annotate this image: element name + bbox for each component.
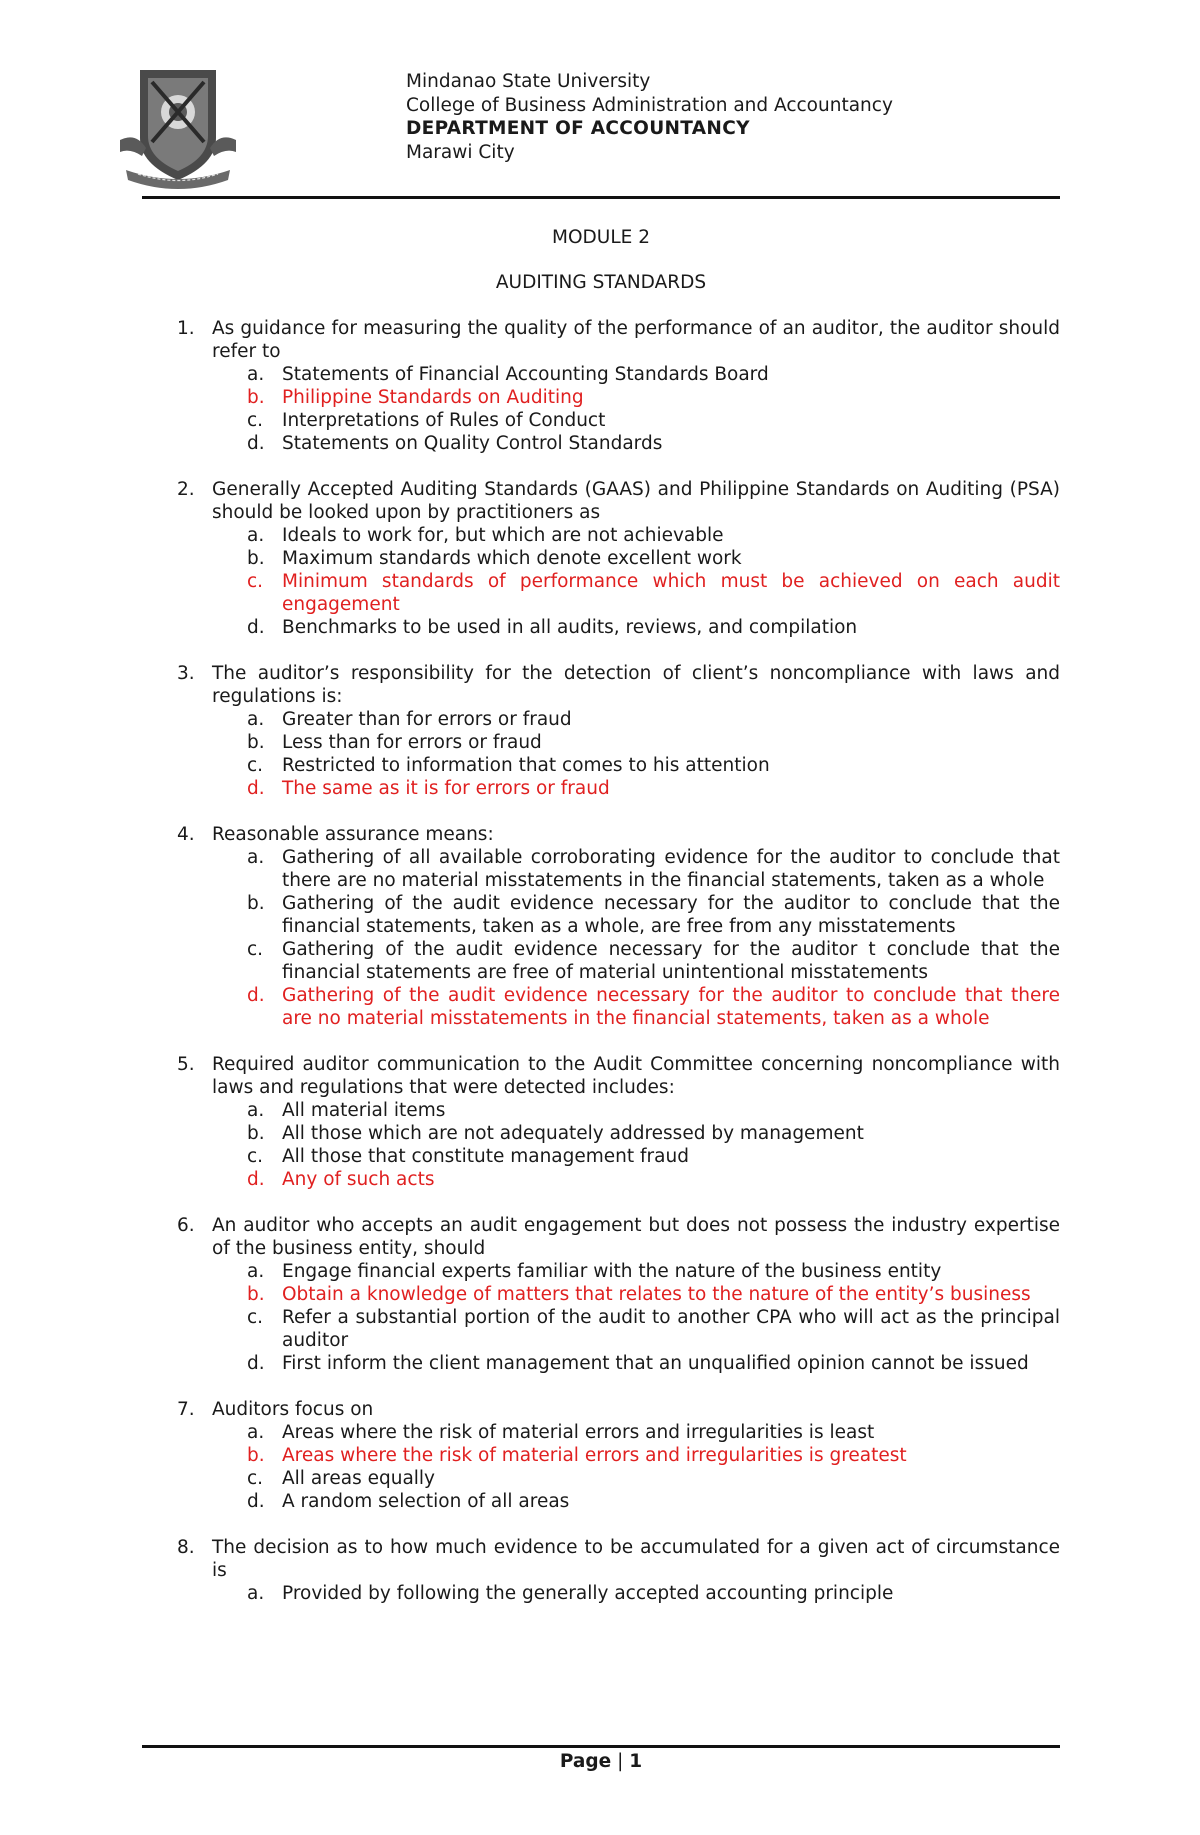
option-text: Gathering of the audit evidence necessary for the auditor t conclude that the financial statements are free of material unintentional misstatements bbox=[282, 939, 1060, 983]
option-text: Any of such acts bbox=[282, 1169, 435, 1190]
option-text: Gathering of the audit evidence necessary for the auditor to conclude that the financial statements, taken as a whole, are free from any misstatements bbox=[282, 893, 1060, 937]
question-number: 3. bbox=[177, 663, 195, 684]
option-text: The same as it is for errors or fraud bbox=[282, 778, 610, 799]
answer-option bbox=[212, 1099, 1060, 1122]
option-letter: c. bbox=[247, 571, 264, 592]
subject-title: AUDITING STANDARDS bbox=[495, 272, 707, 293]
option-text: Gathering of the audit evidence necessary for the auditor to conclude that there are no material misstatements in the financial statements, taken as a whole bbox=[282, 985, 1060, 1029]
option-letter: d. bbox=[247, 1169, 265, 1190]
answer-option bbox=[212, 1490, 1060, 1513]
option-letter: b. bbox=[247, 1284, 265, 1305]
answer-option bbox=[212, 892, 1060, 938]
option-letter: a. bbox=[247, 1422, 265, 1443]
option-letter: a. bbox=[247, 525, 265, 546]
page-label: Page bbox=[559, 1751, 612, 1772]
option-letter: d. bbox=[247, 778, 265, 799]
question-list bbox=[142, 317, 1060, 1628]
option-letter: b. bbox=[247, 732, 265, 753]
option-text: Philippine Standards on Auditing bbox=[282, 387, 584, 408]
option-letter: b. bbox=[247, 893, 265, 914]
university-name: Mindanao State University bbox=[406, 71, 651, 92]
option-letter: b. bbox=[247, 1445, 265, 1466]
department-name: DEPARTMENT OF ACCOUNTANCY bbox=[406, 118, 750, 139]
answer-option bbox=[212, 708, 1060, 731]
answer-option bbox=[212, 409, 1060, 432]
question-stem: Required auditor communication to the Audit Committee concerning noncompliance with laws and regulations that were detected includes: bbox=[212, 1054, 1060, 1098]
option-text: All those which are not adequately addressed by management bbox=[282, 1123, 864, 1144]
answer-option-correct bbox=[212, 777, 1060, 800]
answer-option bbox=[212, 524, 1060, 547]
question-item bbox=[142, 317, 1060, 455]
option-letter: d. bbox=[247, 985, 265, 1006]
page-separator: | bbox=[617, 1751, 624, 1772]
option-letter: c. bbox=[247, 755, 264, 776]
question-item bbox=[142, 1398, 1060, 1513]
question-stem: Generally Accepted Auditing Standards (GAAS) and Philippine Standards on Auditing (PSA) should be looked upon by practitioners as bbox=[212, 479, 1060, 523]
question-stem: An auditor who accepts an audit engagement but does not possess the industry expertise of the business entity, should bbox=[212, 1215, 1060, 1259]
option-letter: c. bbox=[247, 1307, 264, 1328]
question-number: 5. bbox=[177, 1054, 195, 1075]
option-text: Ideals to work for, but which are not achievable bbox=[282, 525, 724, 546]
option-letter: a. bbox=[247, 364, 265, 385]
question-item bbox=[142, 1053, 1060, 1191]
option-text: Interpretations of Rules of Conduct bbox=[282, 410, 606, 431]
option-text: Obtain a knowledge of matters that relates to the nature of the entity’s business bbox=[282, 1284, 1031, 1305]
question-number: 7. bbox=[177, 1399, 195, 1420]
answer-option bbox=[212, 754, 1060, 777]
option-text: Restricted to information that comes to his attention bbox=[282, 755, 770, 776]
option-letter: c. bbox=[247, 1146, 264, 1167]
question-item bbox=[142, 1536, 1060, 1605]
question-item bbox=[142, 478, 1060, 639]
question-item bbox=[142, 823, 1060, 1030]
answer-option-correct bbox=[212, 386, 1060, 409]
answer-option bbox=[212, 1467, 1060, 1490]
answer-option bbox=[212, 1352, 1060, 1375]
answer-option bbox=[212, 1260, 1060, 1283]
option-text: All those that constitute management fraud bbox=[282, 1146, 689, 1167]
institution-block bbox=[406, 70, 893, 164]
page-number: 1 bbox=[629, 1751, 643, 1772]
option-text: Engage financial experts familiar with the nature of the business entity bbox=[282, 1261, 942, 1282]
question-number: 2. bbox=[177, 479, 195, 500]
option-letter: b. bbox=[247, 548, 265, 569]
option-text: Minimum standards of performance which must be achieved on each audit engagement bbox=[282, 571, 1060, 615]
option-text: Statements of Financial Accounting Standards Board bbox=[282, 364, 769, 385]
option-text: Provided by following the generally accepted accounting principle bbox=[282, 1583, 894, 1604]
city-name: Marawi City bbox=[406, 141, 515, 163]
question-stem: As guidance for measuring the quality of the performance of an auditor, the auditor should refer to bbox=[212, 318, 1060, 362]
answer-option bbox=[212, 1306, 1060, 1352]
answer-option bbox=[212, 731, 1060, 754]
option-text: Less than for errors or fraud bbox=[282, 732, 542, 753]
option-text: Gathering of all available corroborating evidence for the auditor to conclude that there are no material misstatements in the financial statements, taken as a whole bbox=[282, 847, 1060, 891]
option-text: Benchmarks to be used in all audits, reviews, and compilation bbox=[282, 617, 858, 638]
question-stem: The decision as to how much evidence to be accumulated for a given act of circumstance is bbox=[212, 1537, 1060, 1581]
option-text: A random selection of all areas bbox=[282, 1491, 570, 1512]
answer-option bbox=[212, 1145, 1060, 1168]
option-letter: c. bbox=[247, 939, 264, 960]
option-text: Statements on Quality Control Standards bbox=[282, 433, 663, 454]
option-text: Refer a substantial portion of the audit to another CPA who will act as the principal auditor bbox=[282, 1307, 1060, 1351]
option-letter: d. bbox=[247, 617, 265, 638]
option-letter: a. bbox=[247, 1261, 265, 1282]
answer-option bbox=[212, 547, 1060, 570]
option-text: Maximum standards which denote excellent work bbox=[282, 548, 742, 569]
page-footer bbox=[142, 1748, 1060, 1776]
option-text: Greater than for errors or fraud bbox=[282, 709, 572, 730]
option-letter: b. bbox=[247, 1123, 265, 1144]
option-letter: d. bbox=[247, 433, 265, 454]
option-letter: a. bbox=[247, 1100, 265, 1121]
answer-option bbox=[212, 938, 1060, 984]
option-letter: c. bbox=[247, 1468, 264, 1489]
answer-option bbox=[212, 363, 1060, 386]
option-letter: b. bbox=[247, 387, 265, 408]
answer-option-correct bbox=[212, 570, 1060, 616]
answer-option bbox=[212, 432, 1060, 455]
msu-seal-icon bbox=[118, 60, 238, 190]
option-letter: a. bbox=[247, 709, 265, 730]
question-stem: Auditors focus on bbox=[212, 1399, 374, 1420]
header-divider bbox=[142, 196, 1060, 199]
question-stem: Reasonable assurance means: bbox=[212, 824, 494, 845]
question-item bbox=[142, 662, 1060, 800]
answer-option-correct bbox=[212, 1444, 1060, 1467]
college-name: College of Business Administration and Accountancy bbox=[406, 94, 893, 116]
module-title: MODULE 2 bbox=[552, 227, 650, 248]
question-item bbox=[142, 1214, 1060, 1375]
question-number: 4. bbox=[177, 824, 195, 845]
answer-option bbox=[212, 1421, 1060, 1444]
option-letter: d. bbox=[247, 1353, 265, 1374]
answer-option-correct bbox=[212, 984, 1060, 1030]
answer-option-correct bbox=[212, 1283, 1060, 1306]
answer-option-correct bbox=[212, 1168, 1060, 1191]
option-letter: a. bbox=[247, 1583, 265, 1604]
option-text: All areas equally bbox=[282, 1468, 436, 1489]
question-stem: The auditor’s responsibility for the detection of client’s noncompliance with laws and regulations is: bbox=[212, 663, 1060, 707]
option-letter: d. bbox=[247, 1491, 265, 1512]
option-text: Areas where the risk of material errors and irregularities is greatest bbox=[282, 1445, 907, 1466]
answer-option bbox=[212, 1122, 1060, 1145]
option-text: Areas where the risk of material errors and irregularities is least bbox=[282, 1422, 875, 1443]
answer-option bbox=[212, 1582, 1060, 1605]
question-number: 6. bbox=[177, 1215, 195, 1236]
option-text: First inform the client management that an unqualified opinion cannot be issued bbox=[282, 1353, 1029, 1374]
answer-option bbox=[212, 846, 1060, 892]
question-number: 1. bbox=[177, 318, 195, 339]
option-text: All material items bbox=[282, 1100, 446, 1121]
answer-option bbox=[212, 616, 1060, 639]
option-letter: c. bbox=[247, 410, 264, 431]
question-number: 8. bbox=[177, 1537, 195, 1558]
option-letter: a. bbox=[247, 847, 265, 868]
